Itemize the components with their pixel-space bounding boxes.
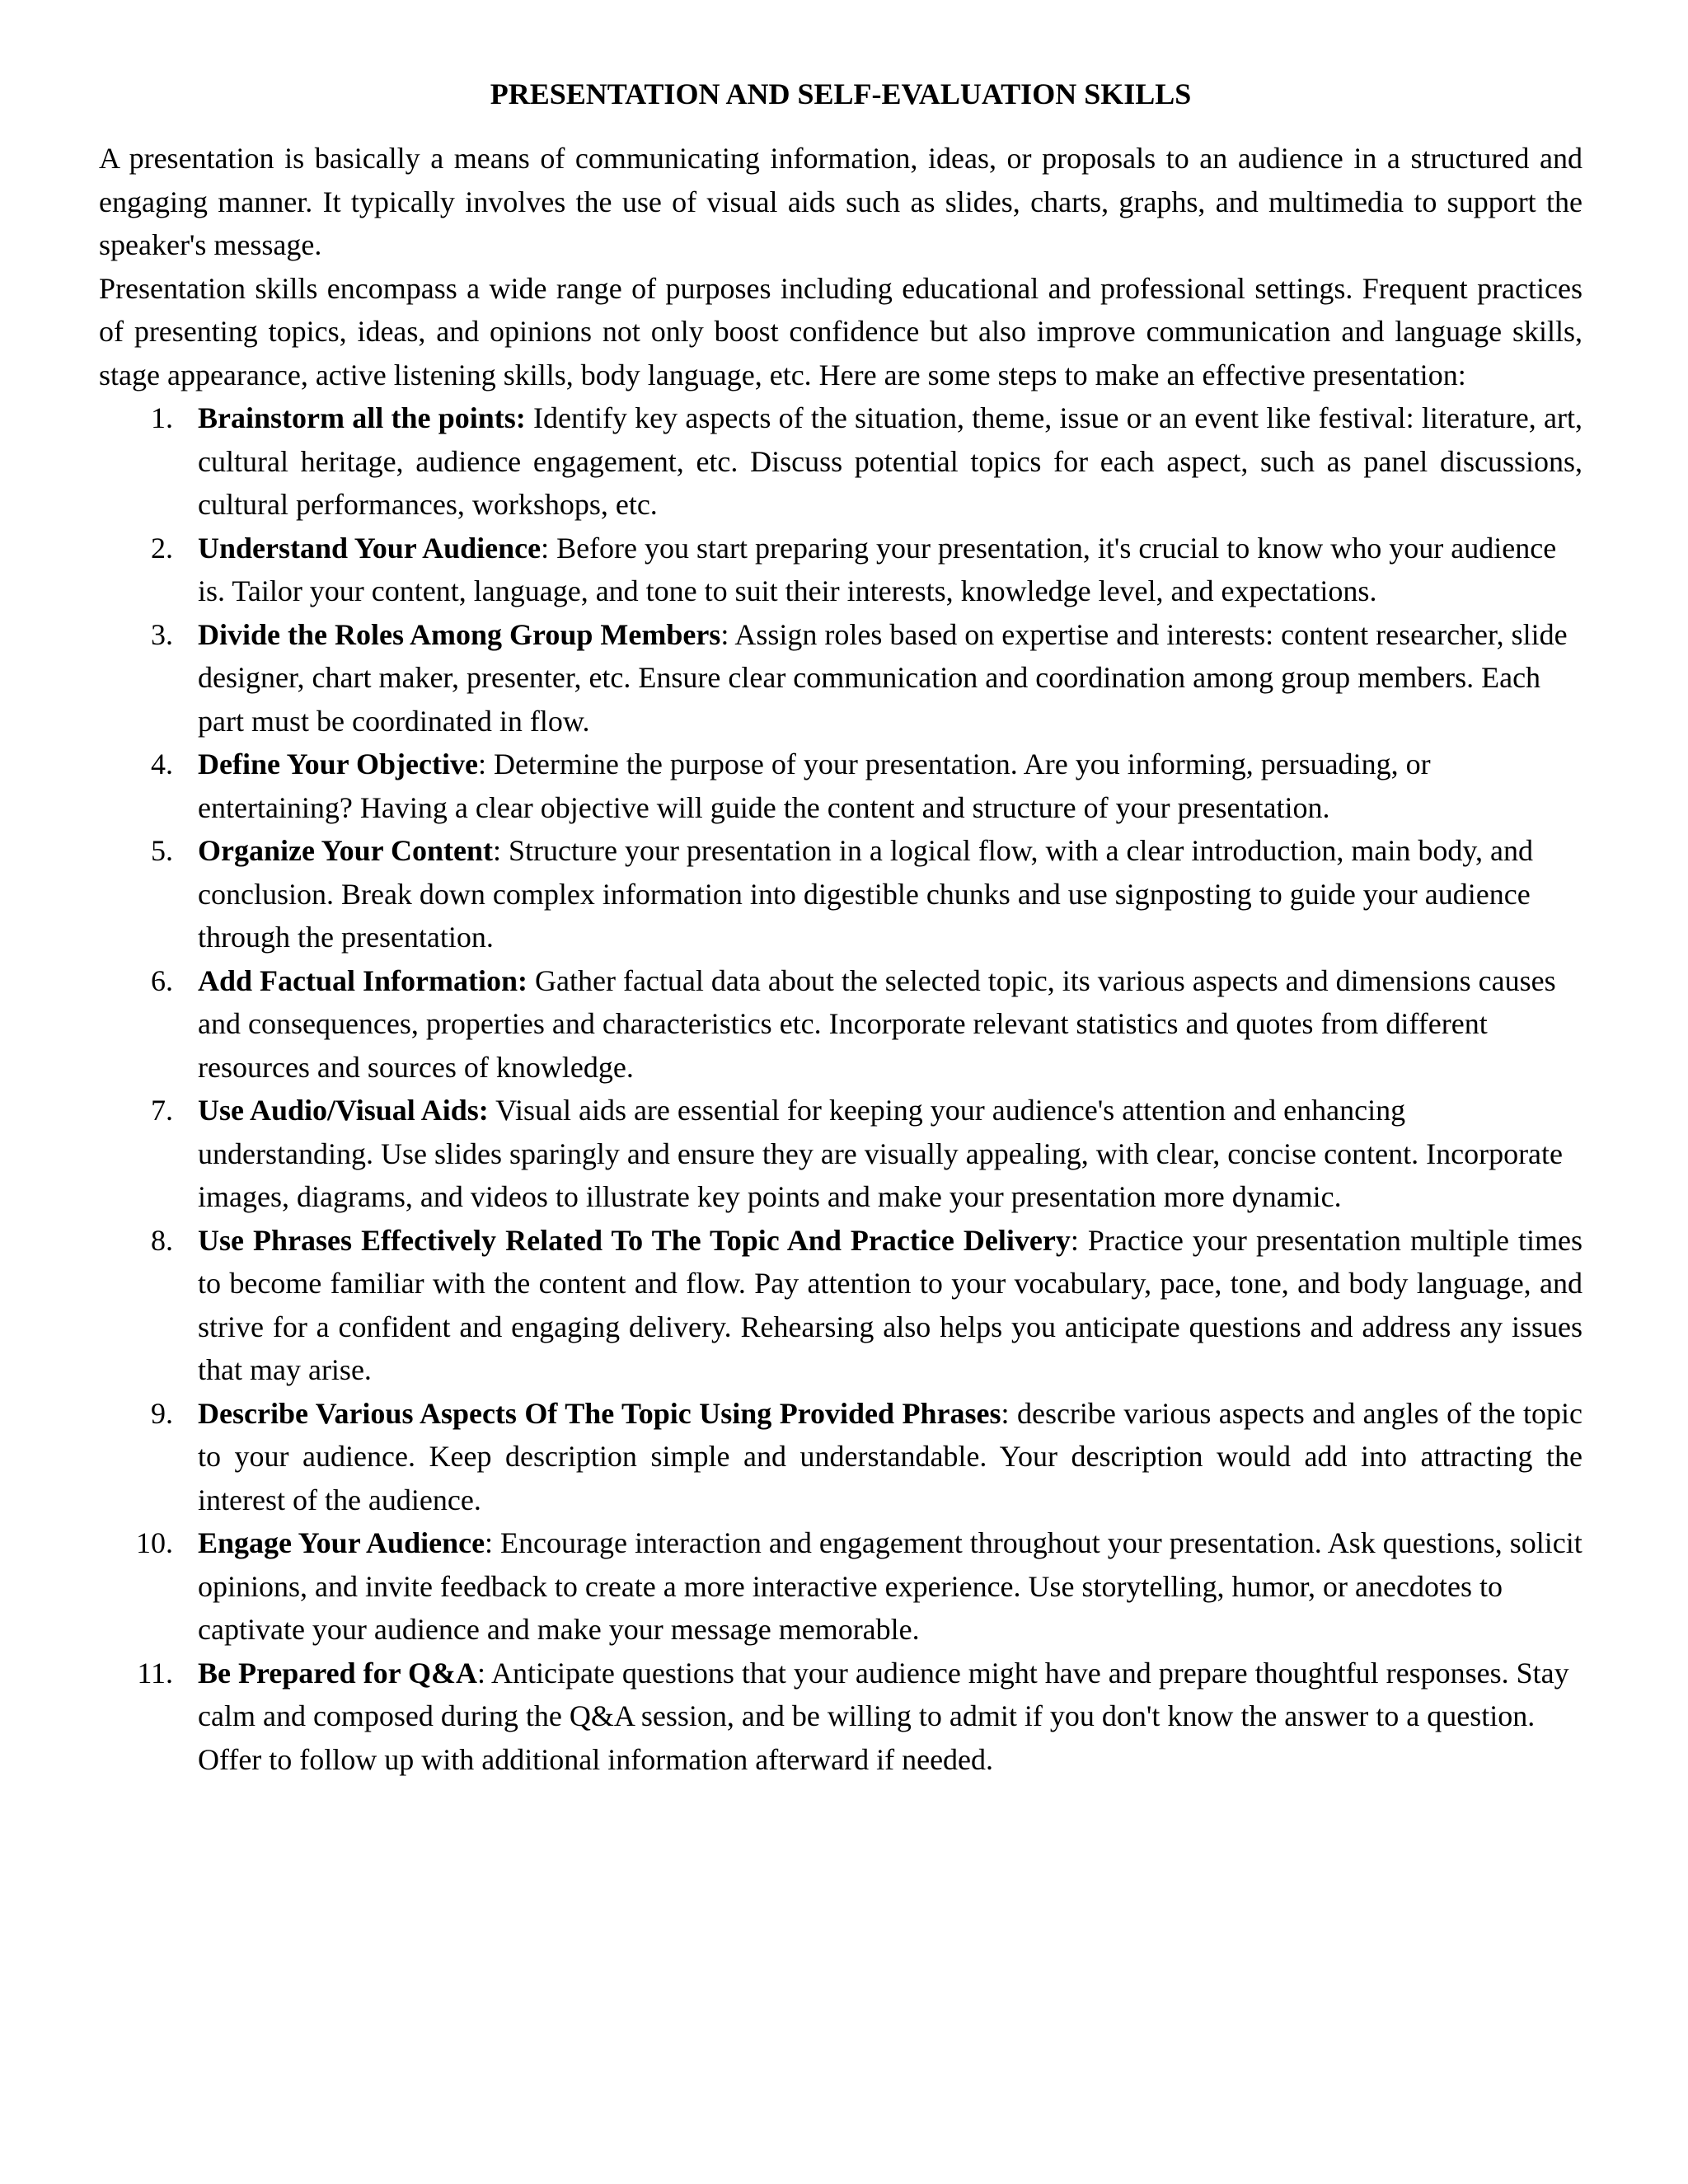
steps-list: [99, 396, 1582, 1781]
step-text: : Before you start preparing your presentation, it's crucial to know who your audience is. Tailor your content, language, and tone to suit their interests, knowledge level, and expectations.: [198, 531, 1557, 607]
list-number: 9.: [151, 1396, 173, 1430]
step-heading: Understand Your Audience: [198, 531, 542, 565]
list-item: [99, 527, 1582, 613]
list-number: 4.: [151, 748, 173, 780]
list-number: 1.: [151, 401, 173, 434]
step-text: Gather factual data about the selected topic, its various aspects and dimensions causes and consequences, properties and characteristics etc. Incorporate relevant statistics and quotes from different resources and sources of knowledge.: [198, 963, 1556, 1084]
intro-paragraph: Presentation skills encompass a wide range of purposes including educational and professional settings. Frequent practices of presenting topics, ideas, and opinions not only boost confidence but also improve communication and language skills, stage appearance, active listening skills, body language, etc. Here are some steps to make an effective presentation:: [99, 271, 1582, 391]
step-heading: Use Phrases Effectively Related To The Topic And Practice Delivery: [198, 1223, 1071, 1257]
step-text: : Encourage interaction and engagement throughout your presentation. Ask questions, solicit opinions, and invite feedback to create a more interactive experience. Use storytelling, humor, or anecdotes to captivate your audience and make your message memorable.: [198, 1526, 1582, 1646]
list-item: [99, 1521, 1582, 1652]
step-heading: Engage Your Audience: [198, 1526, 485, 1559]
list-item: [99, 1089, 1582, 1219]
list-item: [99, 1392, 1582, 1522]
step-heading: Be Prepared for Q&A: [198, 1656, 477, 1690]
list-number: 6.: [151, 963, 173, 997]
step-heading: Define Your Objective: [198, 748, 478, 780]
list-item: [99, 613, 1582, 743]
list-number: 5.: [151, 834, 173, 867]
list-item: [99, 396, 1582, 527]
list-number: 7.: [151, 1094, 173, 1127]
step-heading: Divide the Roles Among Group Members: [198, 617, 721, 651]
list-number: 10.: [136, 1526, 173, 1559]
step-text: Visual aids are essential for keeping your audience's attention and enhancing understanding. Use slides sparingly and ensure they are visually appealing, with clear, concise content. Incorporate images, diagrams, and videos to illustrate key points and make your presentation more dynamic.: [198, 1094, 1564, 1213]
list-item: [99, 743, 1582, 829]
step-text: : Assign roles based on expertise and interests: content researcher, slide designer, chart maker, presenter, etc. Ensure clear communication and coordination among group members. Each part must be coordinated in flow.: [198, 617, 1568, 738]
step-text: : Anticipate questions that your audience might have and prepare thoughtful responses. Stay calm and composed during the Q&A session, and be willing to admit if you don't know the answer to a question. Offer to follow up with additional information afterward if needed.: [198, 1656, 1569, 1776]
step-heading: Add Factual Information:: [198, 963, 528, 997]
list-number: 11.: [137, 1656, 173, 1690]
step-text: Identify key aspects of the situation, theme, issue or an event like festival: literature, art, cultural heritage, audience engagement, etc. Discuss potential topics for each aspect, such as panel discussions, cultural performances, workshops, etc.: [198, 401, 1582, 521]
list-number: 3.: [151, 617, 173, 651]
step-heading: Organize Your Content: [198, 834, 493, 867]
step-text: : Structure your presentation in a logical flow, with a clear introduction, main body, and conclusion. Break down complex information into digestible chunks and use signposting to guide your audience through the presentation.: [198, 834, 1533, 954]
list-item: [99, 829, 1582, 959]
step-heading: Brainstorm all the points:: [198, 401, 526, 434]
step-heading: Describe Various Aspects Of The Topic Using Provided Phrases: [198, 1396, 1001, 1430]
page-title: PRESENTATION AND SELF-EVALUATION SKILLS: [490, 77, 1192, 110]
list-number: 2.: [151, 531, 173, 565]
step-text: : Determine the purpose of your presentation. Are you informing, persuading, or entertaining? Having a clear objective will guide the content and structure of your presentation.: [198, 748, 1431, 824]
list-item: [99, 959, 1582, 1090]
list-number: 8.: [151, 1223, 173, 1257]
step-heading: Use Audio/Visual Aids:: [198, 1094, 489, 1127]
step-text: : describe various aspects and angles of the topic to your audience. Keep description simple and understandable. Your description would add into attracting the interest of the audience.: [198, 1396, 1582, 1516]
list-item: [99, 1652, 1582, 1782]
intro-paragraph: A presentation is basically a means of communicating information, ideas, or proposals to an audience in a structured and engaging manner. It typically involves the use of visual aids such as slides, charts, graphs, and multimedia to support the speaker's message.: [99, 142, 1582, 261]
step-text: : Practice your presentation multiple times to become familiar with the content and flow. Pay attention to your vocabulary, pace, tone, and body language, and strive for a confident and engaging delivery. Rehearsing also helps you anticipate questions and address any issues that may arise.: [198, 1223, 1582, 1386]
list-item: [99, 1219, 1582, 1392]
document-page: [99, 73, 1582, 1781]
